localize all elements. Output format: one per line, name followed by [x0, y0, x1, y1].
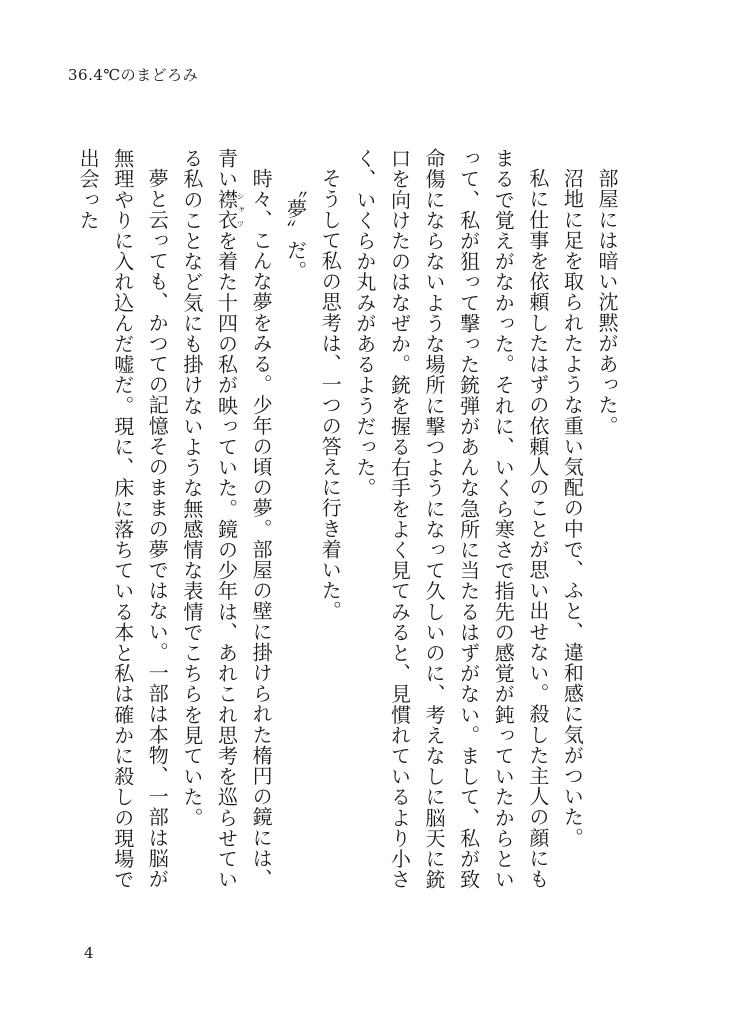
- paragraph: そうして私の思考は、一つの答えに行き着いた。: [318, 168, 343, 622]
- paragraph-rest: を着た十四の私が映っていた。鏡の少年は、あれこれ思考を巡らせている私のことなど気にも掛けないような無感情な表情でこちらを見ていた。: [179, 148, 239, 890]
- paragraph-start: 時々、こんな夢をみる。少年の頃の夢。部屋の壁に掛けられた楕円の鏡には、青い: [214, 148, 274, 889]
- paragraph: 私に仕事を依頼したはずの依頼人のことが思い出せない。殺した主人の顔にもまるで覚えがなかった。それに、いくら寒さで指先の感覚が鈍っていたからといって、私が狙って撃った銃弾があんな急所に当たるはずがない。まして、私が致命傷にならないような場所に撃つようになって久しいのに、考えなしに脳天に銃口を向けたのはなぜか。銃を握る右手をよく見てみると、見慣れているより小さく、いくらか丸みがあるようだった。: [352, 148, 550, 890]
- paragraph: 夢と云っても、かつての記憶そのままの夢ではない。一部は本物、一部は脳が無理やりに入れ込んだ嘘だ。現に、床に落ちている本と私は確かに殺しの現場で出会った: [76, 148, 170, 890]
- paragraph: [174, 148, 278, 908]
- ruby-word: [214, 189, 245, 231]
- paragraph: 沼地に足を取られたような重い気配の中で、ふと、違和感に気がついた。: [560, 168, 585, 848]
- ruby-base: 襟衣: [214, 189, 239, 231]
- ruby-reading: シャツ: [235, 189, 245, 231]
- paragraph: 部屋には暗い沈黙があった。: [595, 168, 619, 436]
- page-number: 4: [84, 944, 94, 962]
- body-text: [76, 148, 624, 908]
- running-head: 36.4℃のまどろみ: [68, 66, 199, 84]
- paragraph: 〝夢〟だ。: [283, 178, 308, 281]
